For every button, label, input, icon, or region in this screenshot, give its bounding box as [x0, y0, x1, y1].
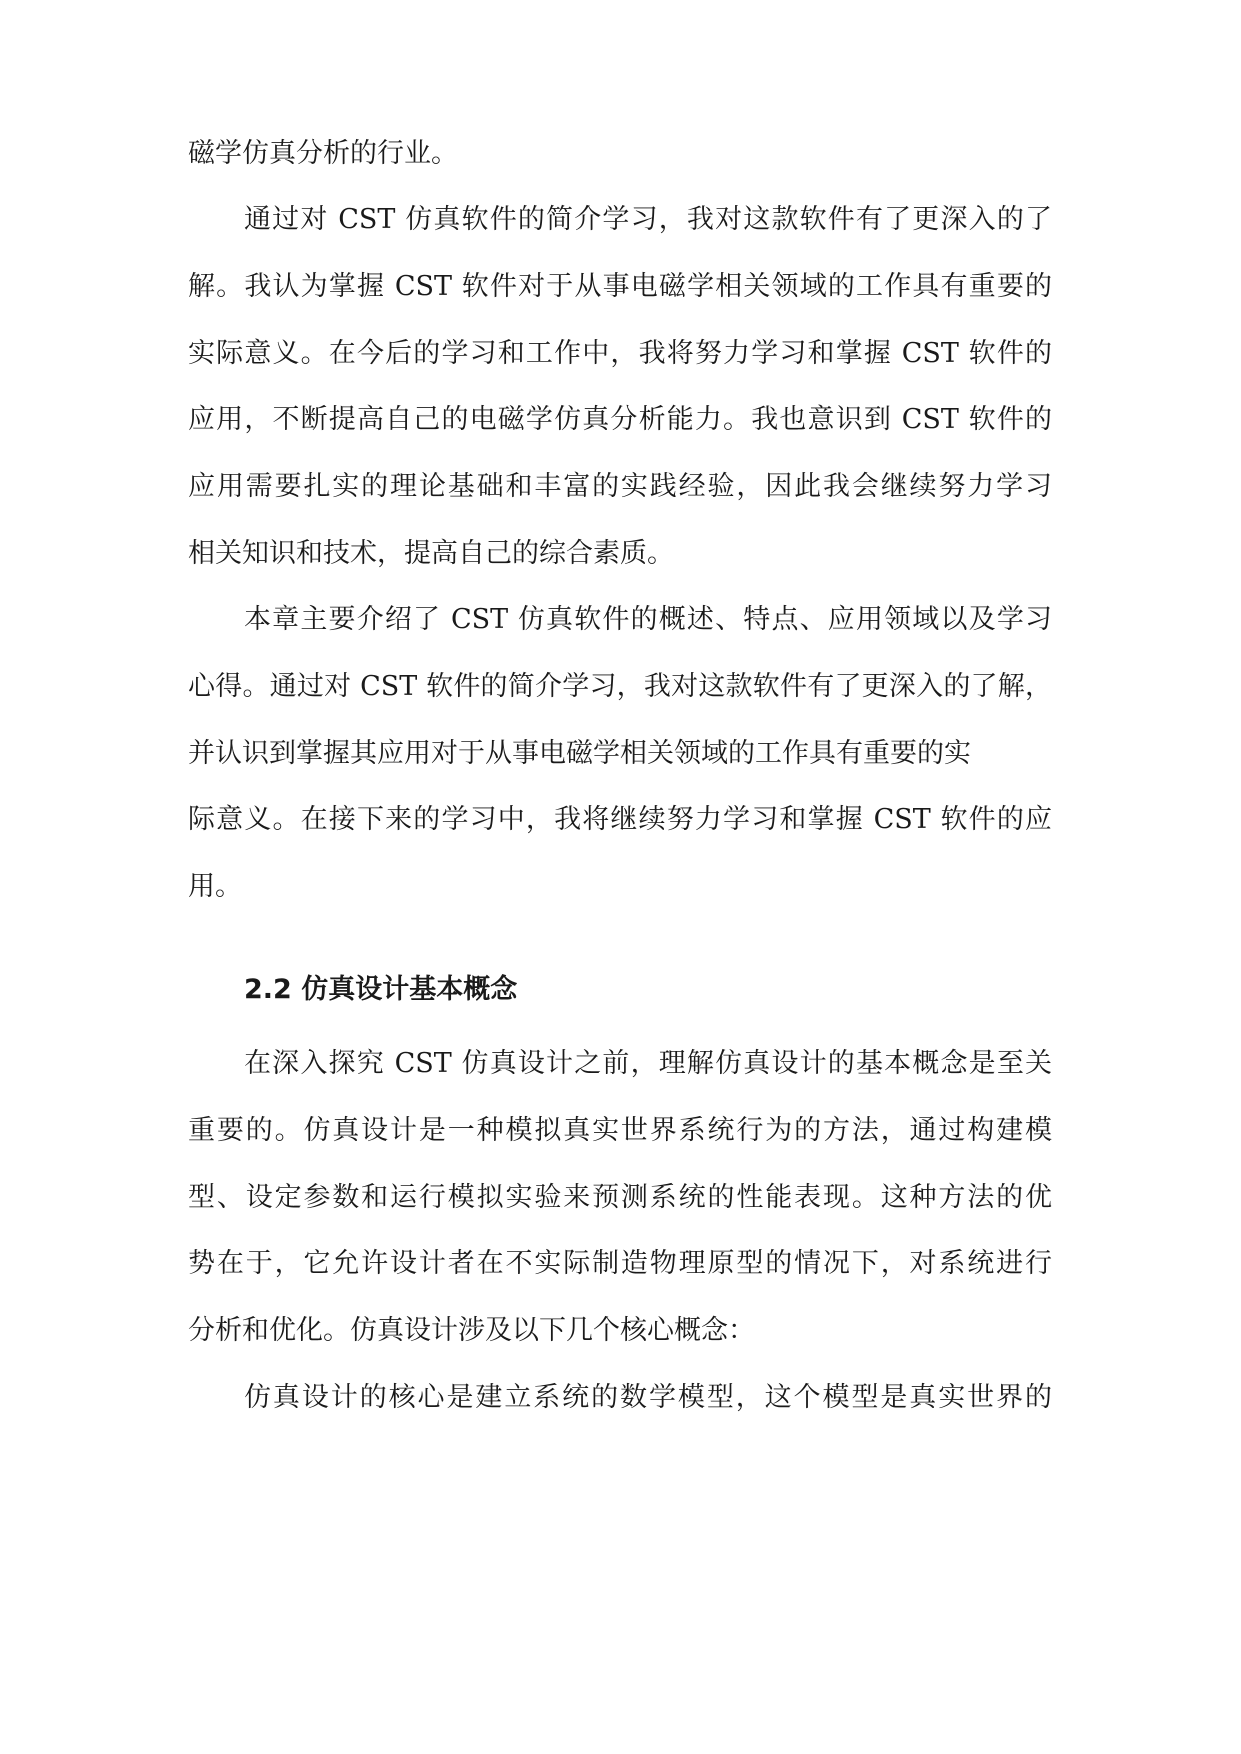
paragraph-line: 分析和优化。仿真设计涉及以下几个核心概念： [188, 1315, 755, 1346]
paragraph-line: 心得。通过对 CST 软件的简介学习，我对这款软件有了更深入的了解， [188, 671, 1052, 702]
paragraph-line: 解。我认为掌握 CST 软件对于从事电磁学相关领域的工作具有重要的 [188, 271, 1052, 302]
paragraph-line: 型、设定参数和运行模拟实验来预测系统的性能表现。这种方法的优 [188, 1182, 1052, 1213]
paragraph-line: 实际意义。在今后的学习和工作中，我将努力学习和掌握 CST 软件的 [188, 338, 1052, 369]
paragraph-line: 在深入探究 CST 仿真设计之前，理解仿真设计的基本概念是至关 [244, 1048, 1052, 1079]
paragraph-line: 通过对 CST 仿真软件的简介学习，我对这款软件有了更深入的了 [244, 204, 1052, 235]
paragraph-line: 本章主要介绍了 CST 仿真软件的概述、特点、应用领域以及学习 [244, 604, 1052, 635]
paragraph-line: 应用需要扎实的理论基础和丰富的实践经验，因此我会继续努力学习 [188, 471, 1052, 502]
paragraph-line: 重要的。仿真设计是一种模拟真实世界系统行为的方法，通过构建模 [188, 1115, 1052, 1146]
paragraph-line: 磁学仿真分析的行业。 [188, 138, 458, 169]
paragraph-line: 用。 [188, 871, 242, 902]
paragraph-line: 相关知识和技术，提高自己的综合素质。 [188, 538, 674, 569]
paragraph-line: 势在于，它允许设计者在不实际制造物理原型的情况下，对系统进行 [188, 1248, 1052, 1279]
paragraph-line: 并认识到掌握其应用对于从事电磁学相关领域的工作具有重要的实 [188, 738, 971, 769]
section-heading: 2.2 仿真设计基本概念 [244, 974, 518, 1005]
paragraph-line: 际意义。在接下来的学习中，我将继续努力学习和掌握 CST 软件的应 [188, 804, 1052, 835]
paragraph-line: 应用，不断提高自己的电磁学仿真分析能力。我也意识到 CST 软件的 [188, 404, 1052, 435]
paragraph-line: 仿真设计的核心是建立系统的数学模型，这个模型是真实世界的 [244, 1382, 1052, 1413]
